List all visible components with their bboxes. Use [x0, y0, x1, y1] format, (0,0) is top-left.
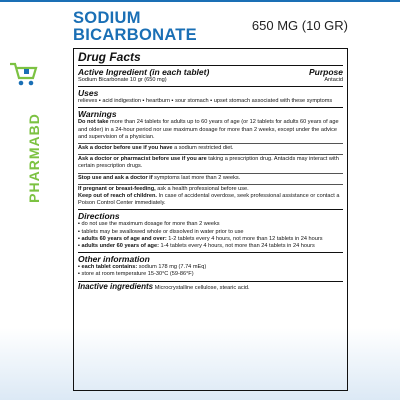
top-accent-rule: [0, 0, 400, 2]
purpose-heading: Purpose: [308, 67, 343, 77]
uses-item: sour stomach: [175, 98, 209, 105]
product-title: [73, 10, 223, 44]
dose-strength: 650 MG (10 GR): [251, 18, 348, 33]
other-information-heading: Other information: [78, 254, 150, 265]
warnings-section: [78, 108, 343, 144]
pharmabd-logo: [0, 50, 68, 203]
active-ingredient-section: [78, 66, 343, 87]
warning-ask-doctor: Ask a doctor before use if you have a sodium restricted diet.: [78, 144, 343, 155]
uses-section: Uses relieves ▪ acid indigestion ▪ heartburn ▪ sour stomach ▪ upset stomach associated with these symptoms: [78, 87, 343, 108]
other-info-sodium: ▪ each tablet contains: sodium 178 mg (7.74 mEq): [78, 264, 343, 271]
warnings-heading: Warnings: [78, 109, 117, 120]
pharmacy-cart-icon: [4, 54, 44, 94]
directions-heading: Directions: [78, 211, 120, 222]
uses-heading: Uses: [78, 88, 99, 99]
drug-facts-panel: [73, 48, 348, 391]
warning-ask-pharmacist: Ask a doctor or pharmacist before use if you are taking a prescription drug. Antacids may interact with certain prescription drugs.: [78, 155, 343, 173]
other-information-section: [78, 253, 343, 281]
directions-item: ▪ do not use the maximum dosage for more than 2 weeks: [78, 221, 343, 228]
inactive-ingredients-heading: Inactive ingredients: [78, 281, 154, 291]
inactive-ingredients-value: Microcrystalline cellulose, stearic acid.: [154, 284, 250, 291]
uses-item: acid indigestion: [102, 98, 141, 105]
product-title-line2: BICARBONATE: [73, 26, 197, 44]
purpose-value: Antacid: [324, 77, 343, 83]
warning-pregnancy-children: If pregnant or breast-feeding, ask a health professional before use. Keep out of reach of children. In case of accidental overdose, seek professional assistance or contact a Poison Control Center immediately.: [78, 185, 343, 211]
uses-item: upset stomach associated with these symptoms: [213, 98, 333, 105]
warning-stop-use: Stop use and ask a doctor if symptoms last more than 2 weeks.: [78, 174, 343, 185]
directions-item: ▪ tablets may be swallowed whole or dissolved in water prior to use: [78, 229, 343, 236]
directions-item-adults-over-60: ▪ adults 60 years of age and over: 1-2 tablets every 4 hours, not more than 12 tablets in 24 hours: [78, 236, 343, 243]
uses-lead: relieves: [78, 98, 98, 105]
drug-facts-title: Drug Facts: [78, 49, 343, 66]
other-info-storage: ▪ store at room temperature 15-30°C (59-86°F): [78, 271, 343, 278]
active-ingredient-value: Sodium Bicarbonate 10 gr (650 mg): [78, 77, 167, 83]
directions-section: [78, 210, 343, 253]
warning-do-not-take: Do not take more than 24 tablets for adults up to 60 years of age (or 12 tablets for adults 60 years of age and older) in a 24-hour period nor use maximum dosage for more than 2 weeks, except under the advice and supervision of a physician.: [78, 119, 339, 140]
product-title-line1: SODIUM: [73, 9, 141, 27]
logo-wordmark: PHARMABD: [26, 113, 42, 203]
active-ingredient-heading: Active Ingredient (in each tablet): [78, 67, 210, 77]
directions-item-adults-under-60: ▪ adults under 60 years of age: 1-4 tablets every 4 hours, not more than 24 tablets in 24 hours: [78, 243, 343, 250]
inactive-ingredients-section: [78, 282, 343, 294]
uses-item: heartburn: [146, 98, 170, 105]
